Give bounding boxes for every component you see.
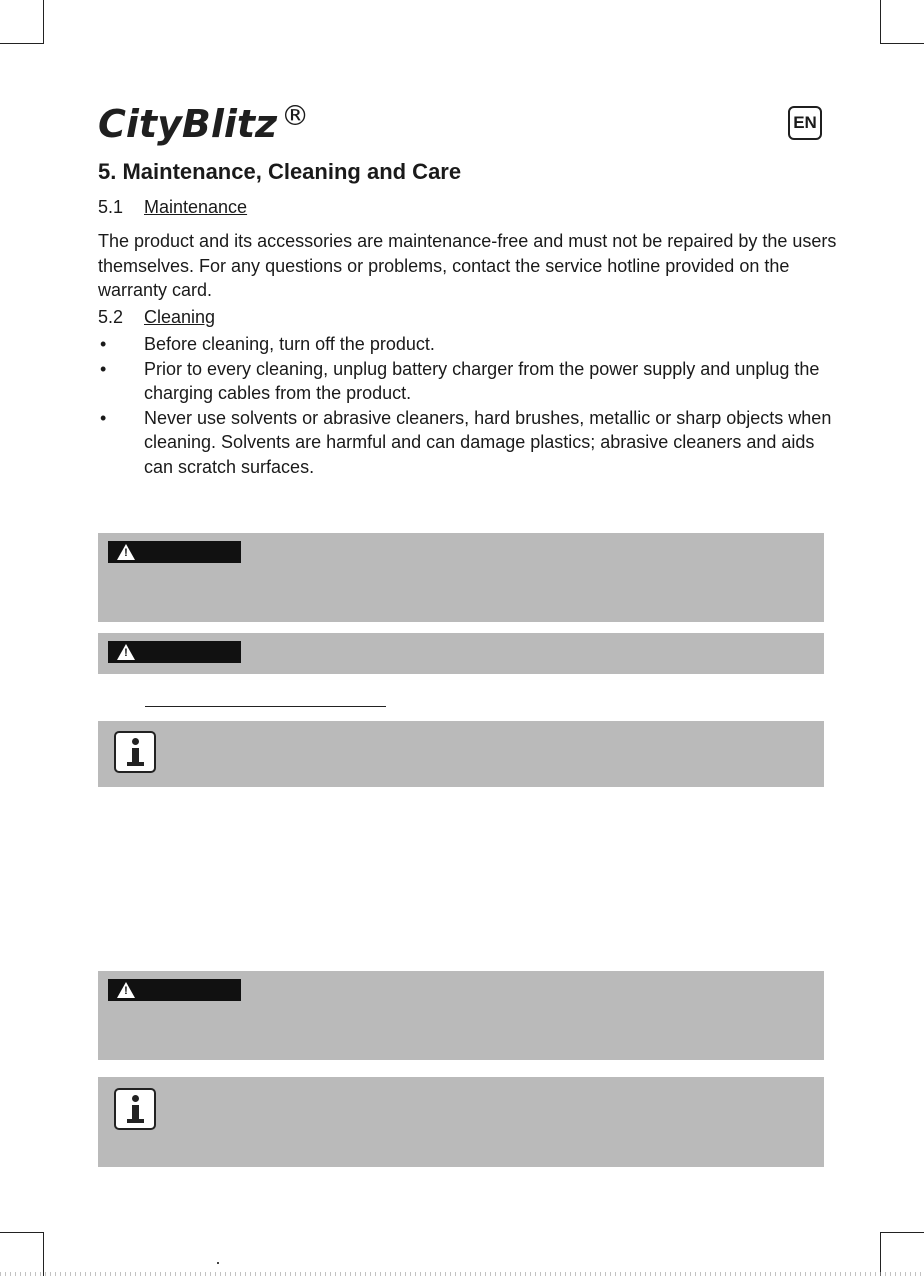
info-icon xyxy=(114,1088,156,1130)
registered-mark: ® xyxy=(281,99,310,132)
warning-label xyxy=(108,541,241,563)
warning-box xyxy=(98,533,824,622)
print-artifact xyxy=(217,1262,219,1264)
brand-name: CityBlitz xyxy=(98,102,278,146)
bullet: • xyxy=(100,407,107,428)
maintenance-text: The product and its accessories are maintenance-free and must not be repaired by the users themselves. For any questions or problems, contact the service hotline provided on the warranty card. xyxy=(98,231,837,300)
subsection-cleaning xyxy=(98,307,215,328)
info-box xyxy=(98,721,824,787)
section-title: 5. Maintenance, Cleaning and Care xyxy=(98,159,462,184)
subsection-number: 5.2 xyxy=(98,307,124,327)
exclamation-mark: ! xyxy=(124,547,128,559)
bullet: • xyxy=(100,358,107,379)
crop-mark xyxy=(880,43,924,44)
language-badge: EN xyxy=(788,106,822,140)
subsection-maintenance xyxy=(98,197,247,218)
list-item xyxy=(98,332,838,357)
subsection-title: Cleaning xyxy=(144,307,216,327)
list-item xyxy=(98,357,838,406)
underline-rule xyxy=(145,706,386,707)
list-item-text: Never use solvents or abrasive cleaners, hard brushes, metallic or sharp objects when cleaning. Solvents are harmful and can damage plastics; abrasive cleaners and aids can scratch surfaces. xyxy=(144,407,832,477)
warning-box xyxy=(98,633,824,674)
warning-box xyxy=(98,971,824,1060)
list-item-text: Prior to every cleaning, unplug battery charger from the power supply and unplug the charging cables from the product. xyxy=(144,358,820,403)
warning-label xyxy=(108,641,241,663)
crop-mark xyxy=(43,0,44,44)
info-box xyxy=(98,1077,824,1167)
list-item-text: Before cleaning, turn off the product. xyxy=(144,334,435,354)
cleaning-list xyxy=(98,332,838,479)
brand-logo xyxy=(98,96,309,152)
subsection-number: 5.1 xyxy=(98,197,124,217)
crop-mark xyxy=(0,1232,44,1233)
bullet: • xyxy=(100,334,107,354)
info-icon xyxy=(114,731,156,773)
subsection-title: Maintenance xyxy=(144,197,248,217)
crop-mark xyxy=(0,43,44,44)
list-item xyxy=(98,406,838,480)
crop-mark xyxy=(880,0,881,44)
crop-mark xyxy=(43,1232,44,1276)
warning-label xyxy=(108,979,241,1001)
exclamation-mark: ! xyxy=(124,985,128,997)
crop-mark xyxy=(880,1232,924,1233)
exclamation-mark: ! xyxy=(124,647,128,659)
print-strip xyxy=(0,1272,924,1276)
crop-mark xyxy=(880,1232,881,1276)
